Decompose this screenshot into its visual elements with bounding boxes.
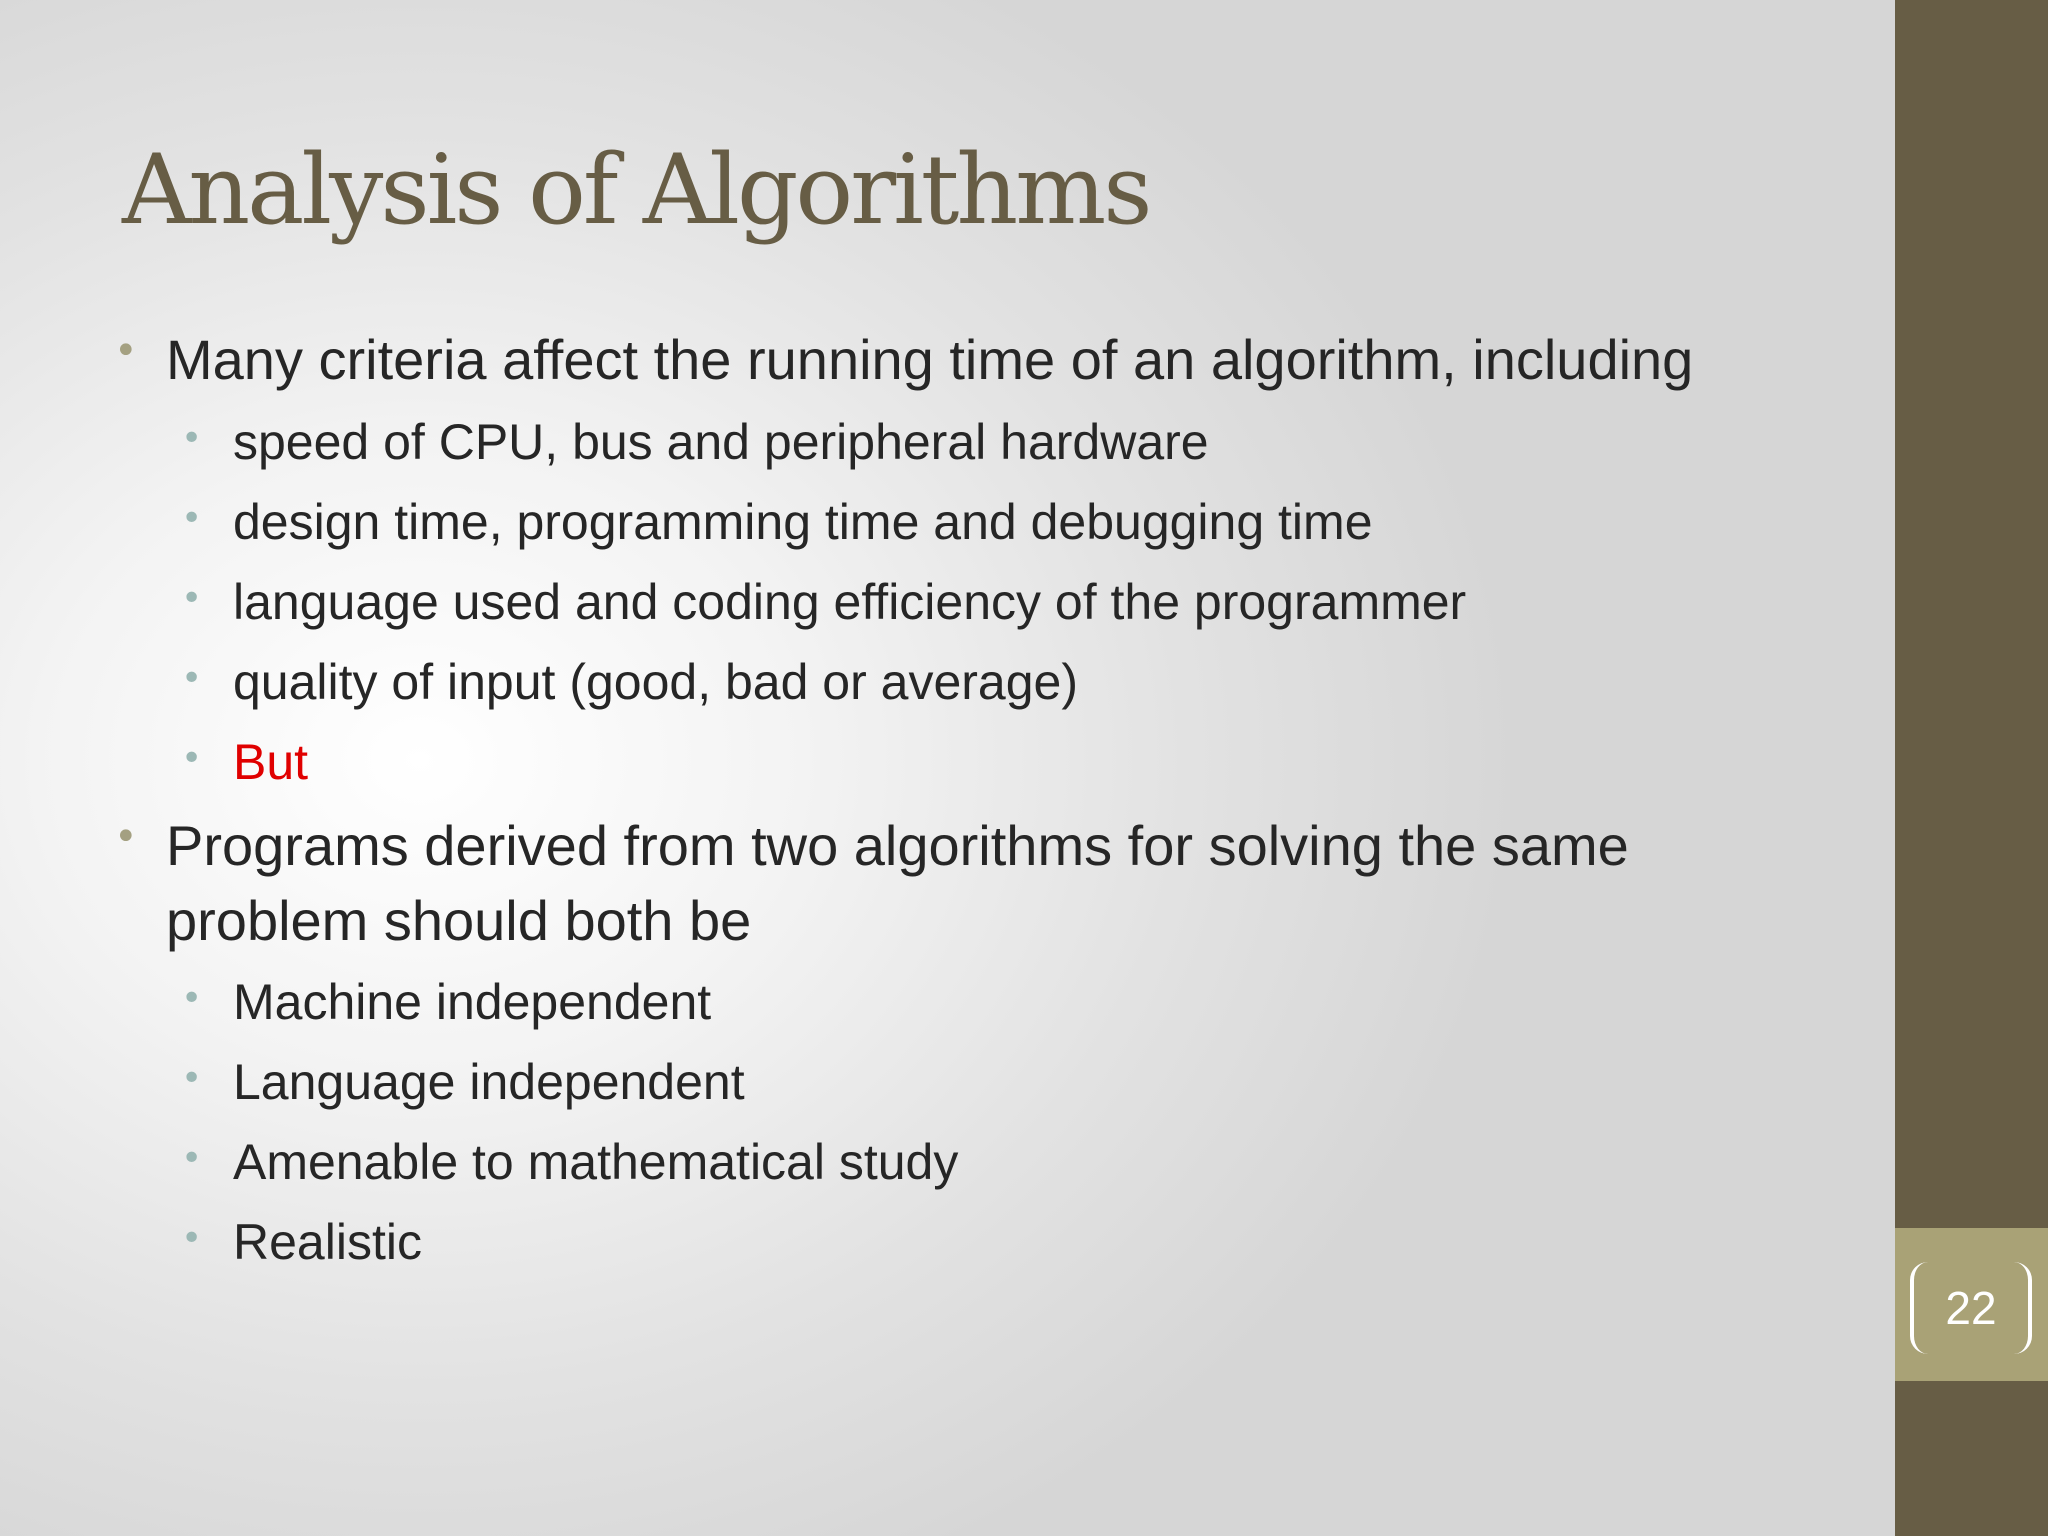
bullet-icon: • xyxy=(181,498,203,539)
bullet-icon: • xyxy=(114,328,138,374)
page-number: 22 xyxy=(1910,1262,2032,1354)
bullet-level2: Realistic xyxy=(233,1214,422,1270)
bullet-icon: • xyxy=(181,418,203,459)
bullet-level1: Many criteria affect the running time of an algorithm, including xyxy=(166,328,1694,391)
bullet-icon: • xyxy=(181,1138,203,1179)
bullet-icon: • xyxy=(114,814,138,860)
bullet-level2: language used and coding efficiency of the programmer xyxy=(233,574,1467,630)
bullet-level2: design time, programming time and debugging time xyxy=(233,494,1373,550)
bullet-icon: • xyxy=(181,738,203,779)
bullet-level2: Amenable to mathematical study xyxy=(233,1134,959,1190)
bullet-level1: Programs derived from two algorithms for solving the same problem should both be xyxy=(166,814,1629,952)
bullet-icon: • xyxy=(181,1218,203,1259)
bullet-level2: Language independent xyxy=(233,1054,745,1110)
bullet-icon: • xyxy=(181,978,203,1019)
bullet-level2-highlight: But xyxy=(233,734,309,790)
bullet-icon: • xyxy=(181,578,203,619)
bullet-level2: speed of CPU, bus and peripheral hardware xyxy=(233,414,1209,470)
bullet-level2: Machine independent xyxy=(233,974,712,1030)
bullet-icon: • xyxy=(181,658,203,699)
bullet-icon: • xyxy=(181,1058,203,1099)
slide-title: Analysis of Algorithms xyxy=(122,134,1150,246)
bullet-level2: quality of input (good, bad or average) xyxy=(233,654,1078,710)
